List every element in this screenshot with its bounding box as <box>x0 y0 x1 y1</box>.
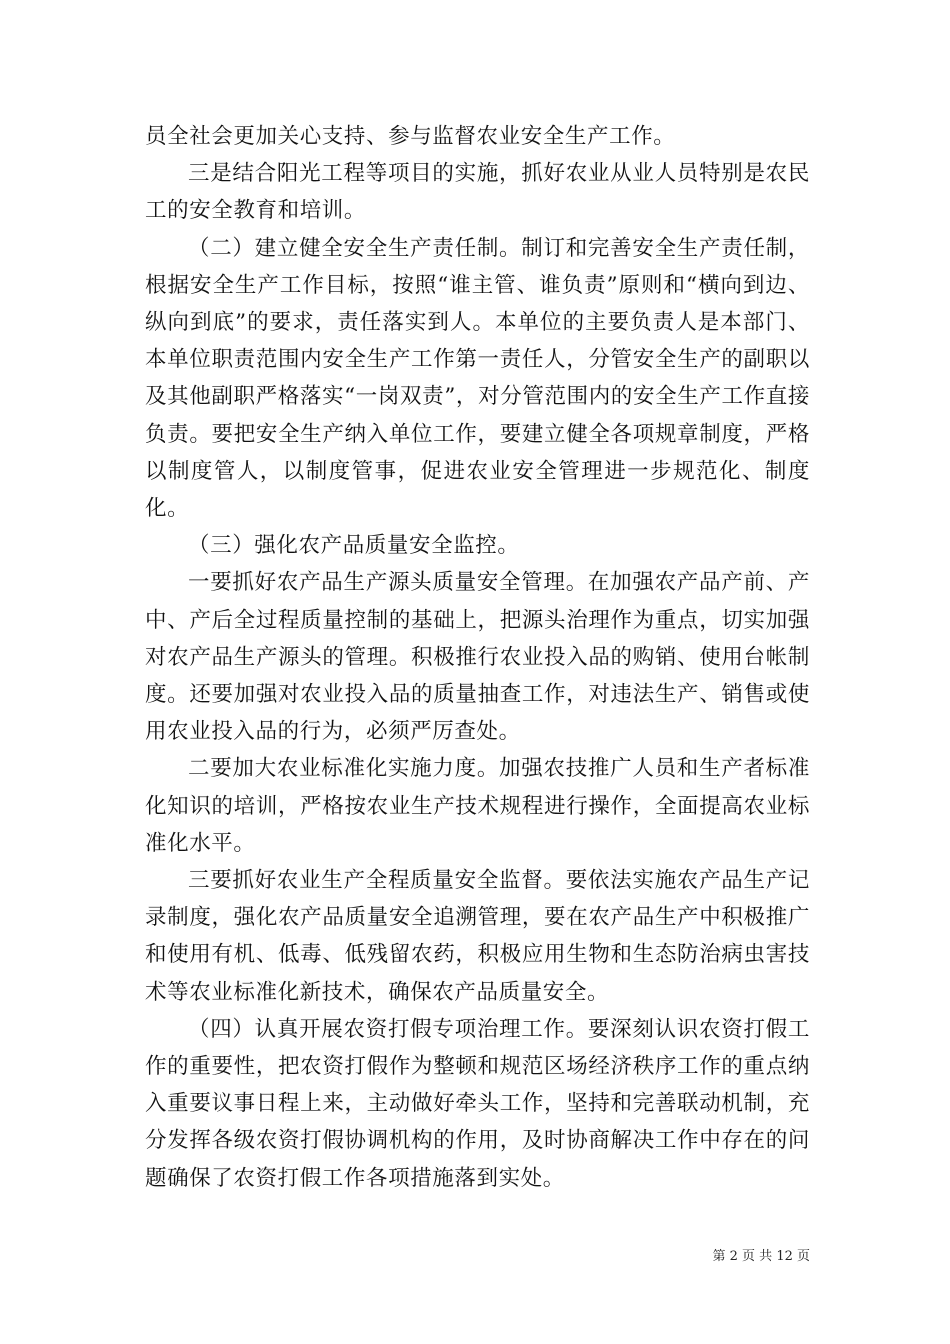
paragraph-5: 一要抓好农产品生产源头质量安全管理。在加强农产品产前、产中、产后全过程质量控制的基础上，把源头治理作为重点，切实加强对农产品生产源头的管理。积极推行农业投入品的购销、使用台帐制度。还要加强对农业投入品的质量抽查工作，对违法生产、销售或使用农业投入品的行为，必须严厉查处。 <box>145 570 810 745</box>
page-number: 第 2 页 共 12 页 <box>712 1249 810 1264</box>
paragraph-2: 三是结合阳光工程等项目的实施，抓好农业从业人员特别是农民工的安全教育和培训。 <box>145 161 810 224</box>
paragraph-4: （三）强化农产品质量安全监控。 <box>188 533 520 559</box>
paragraph-6: 二要加大农业标准化实施力度。加强农技推广人员和生产者标准化知识的培训，严格按农业生产技术规程进行操作，全面提高农业标准化水平。 <box>145 756 810 856</box>
paragraph-8: （四）认真开展农资打假专项治理工作。要深刻认识农资打假工作的重要性，把农资打假作为整顿和规范区场经济秩序工作的重点纳入重要议事日程上来，主动做好牵头工作，坚持和完善联动机制，充分发挥各级农资打假协调机构的作用，及时协商解决工作中存在的问题确保了农资打假工作各项措施落到实处。 <box>145 1016 810 1191</box>
paragraph-1: 员全社会更加关心支持、参与监督农业安全生产工作。 <box>145 124 676 149</box>
paragraph-7: 三要抓好农业生产全程质量安全监督。要依法实施农产品生产记录制度，强化农产品质量安全追溯管理，要在农产品生产中积极推广和使用有机、低毒、低残留农药，积极应用生物和生态防治病虫害技术等农业标准化新技术，确保农产品质量安全。 <box>145 868 810 1005</box>
paragraph-3: （二）建立健全安全生产责任制。制订和完善安全生产责任制，根据安全生产工作目标，按照“谁主管、谁负责”原则和“横向到边、纵向到底”的要求，责任落实到人。本单位的主要负责人是本部门、本单位职责范围内安全生产工作第一责任人，分管安全生产的副职以及其他副职严格落实“一岗双责”，对分管范围内的安全生产工作直接负责。要把安全生产纳入单位工作，要建立健全各项规章制度，严格以制度管人，以制度管事，促进农业安全管理进一步规范化、制度化。 <box>145 235 810 522</box>
document-body <box>145 118 810 1197</box>
